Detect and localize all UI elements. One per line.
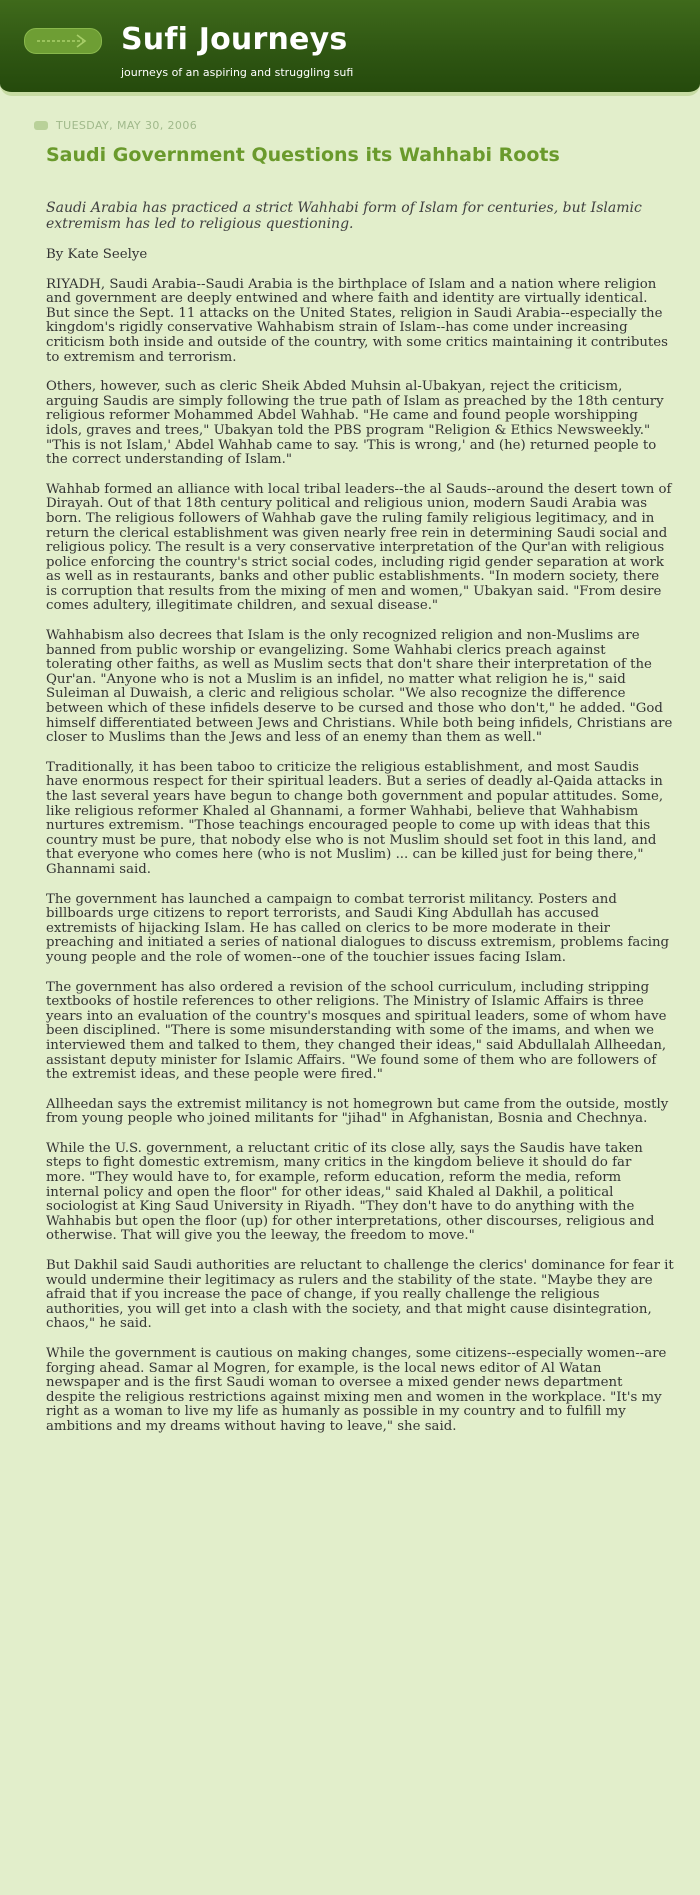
post-body	[46, 200, 674, 1450]
post-byline: By Kate Seelye	[46, 247, 148, 262]
post-paragraph: While the U.S. government, a reluctant critic of its close ally, says the Saudis have taken steps to fight domestic extremism, many critics in the kingdom believe it should do far more. "They would have to, for example, reform education, reform the media, reform internal policy and open the floor" for other ideas," said Khaled al Dakhil, a political sociologist at King Saud University in Riyadh. "They don't have to do anything with the Wahhabis but open the floor (up) for other interpretations, other discourses, religious and otherwise. That will give you the leeway, the freedom to move."	[46, 1140, 655, 1244]
post-paragraph: While the government is cautious on making changes, some citizens--especially women--are forging ahead. Samar al Mogren, for example, is the local news editor of Al Watan newspaper and is the first Saudi woman to oversee a mixed gender news department despite the religious restrictions against mixing men and women in the workplace. "It's my right as a woman to live my life as humanly as possible in my country and to fulfill my ambitions and my dreams without having to leave," she said.	[46, 1346, 667, 1434]
post-paragraph: Wahhab formed an alliance with local tribal leaders--the al Sauds--around the desert town of Dirayah. Out of that 18th century political and religious union, modern Saudi Arabia was born. The religious followers of Wahhab gave the ruling family religious legitimacy, and in return the clerical establishment was given nearly free rein in determining Saudi social and religious policy. The result is a very conservative interpretation of the Qur'an with religious police enforcing the country's strict social codes, including rigid gender separation at work as well as in restaurants, banks and other public establishments. "In modern society, there is corruption that results from the mixing of men and women," Ubakyan said. "From desire comes adultery, illegitimate children, and sexual disease."	[46, 481, 672, 614]
post-title[interactable]: Saudi Government Questions its Wahhabi Roots	[46, 144, 560, 166]
post-paragraph: Wahhabism also decrees that Islam is the only recognized religion and non-Muslims are banned from public worship or evangelizing. Some Wahhabi clerics preach against tolerating other faiths, as well as Muslim sects that don't share their interpretation of the Qur'an. "Anyone who is not a Muslim is an infidel, no matter what religion he is," said Suleiman al Duwaish, a cleric and religious scholar. "We also recognize the difference between which of these infidels deserve to be cursed and those who don't," he added. "God himself differentiated between Jews and Christians. While both being infidels, Christians are closer to Muslims than the Jews and less of an enemy than them as well."	[46, 628, 673, 746]
post-paragraph: But Dakhil said Saudi authorities are reluctant to challenge the clerics' dominance for fear it would undermine their legitimacy as rulers and the stability of the state. "Maybe they are afraid that if you increase the pace of change, if you really challenge the religious authorities, you will get into a clash with the society, and that might cause disintegration, chaos," he said.	[46, 1258, 674, 1332]
blog-header	[0, 0, 700, 96]
post-date-row	[34, 117, 197, 133]
blog-description: journeys of an aspiring and struggling sufi	[121, 66, 354, 79]
post-paragraph: RIYADH, Saudi Arabia--Saudi Arabia is the birthplace of Islam and a nation where religion and government are deeply entwined and where faith and identity are virtually identical. But since the Sept. 11 attacks on the United States, religion in Saudi Arabia--especially the kingdom's rigidly conservative Wahhabism strain of Islam--has come under increasing criticism both inside and outside of the country, with some critics maintaining it contributes to extremism and terrorism.	[46, 276, 668, 365]
date-bullet-icon	[34, 121, 48, 130]
post-paragraph: The government has also ordered a revision of the school curriculum, including stripping textbooks of hostile references to other religions. The Ministry of Islamic Affairs is three years into an evaluation of the country's mosques and spiritual leaders, some of whom have been disciplined. "There is some misunderstanding with some of the imams, and when we interviewed them and talked to them, they changed their ideas," said Abdullalah Allheedan, assistant deputy minister for Islamic Affairs. "We found some of them who are followers of the extremist ideas, and these people were fired."	[46, 979, 667, 1083]
blog-title[interactable]: Sufi Journeys	[121, 22, 348, 57]
post-date: TUESDAY, MAY 30, 2006	[56, 118, 198, 132]
post-paragraph: The government has launched a campaign to combat terrorist militancy. Posters and billboards urge citizens to report terrorists, and Saudi King Abdullah has accused extremists of hijacking Islam. He has called on clerics to be more moderate in their preaching and initiated a series of national dialogues to discuss extremism, problems facing young people and the role of women--one of the touchier issues facing Islam.	[46, 891, 670, 965]
post-lede: Saudi Arabia has practiced a strict Wahhabi form of Islam for centuries, but Islamic extremism has led to religious questioning.	[46, 200, 642, 232]
post-paragraph: Others, however, such as cleric Sheik Abded Muhsin al-Ubakyan, reject the criticism, arguing Saudis are simply following the true path of Islam as preached by the 18th century religious reformer Mohammed Abdel Wahhab. "He came and found people worshipping idols, graves and trees," Ubakyan told the PBS program "Religion & Ethics Newsweekly." "This is not Islam,' Abdel Wahhab came to say. 'This is wrong,' and (he) returned people to the correct understanding of Islam."	[46, 379, 664, 468]
post-paragraph: Allheedan says the extremist militancy is not homegrown but came from the outside, mostly from young people who joined militants for "jihad" in Afghanistan, Bosnia and Chechnya.	[46, 1096, 669, 1127]
post-paragraph: Traditionally, it has been taboo to criticize the religious establishment, and most Saudis have enormous respect for their spiritual leaders. But a series of deadly al-Qaida attacks in the last several years have begun to change both government and popular attitudes. Some, like religious reformer Khaled al Ghannami, a former Wahhabi, believe that Wahhabism nurtures extremism. "Those teachings encouraged people to come up with ideas that this country must be pure, that nobody else who is not Muslim should set foot in this land, and that everyone who comes here (who is not Muslim) ... can be killed just for being there," Ghannami said.	[46, 759, 664, 877]
arrow-logo-icon[interactable]	[24, 28, 102, 54]
